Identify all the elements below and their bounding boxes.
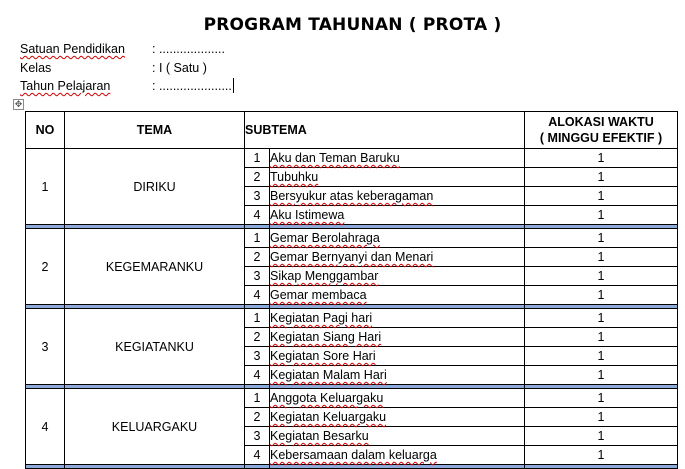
cell-subtema-text[interactable] (270, 427, 525, 446)
cell-alokasi[interactable]: 1 (525, 168, 678, 187)
cell-alokasi[interactable]: 1 (525, 149, 678, 168)
subtema-text: Kegiatan Siang Hari (270, 330, 382, 344)
cell-subtema-text[interactable] (270, 389, 525, 408)
cell-no[interactable]: 1 (26, 149, 65, 225)
meta-value-text[interactable]: : ..................... (152, 79, 232, 93)
cell-alokasi[interactable]: 1 (525, 347, 678, 366)
meta-value[interactable] (152, 78, 234, 94)
cell-subtema-number[interactable]: 4 (245, 446, 270, 465)
header-alokasi (525, 112, 678, 149)
table-header-row (26, 112, 678, 149)
subtema-text: Kegiatan Keluargaku (270, 410, 387, 424)
subtema-text: Gemar Berolahraga (270, 231, 380, 245)
cell-subtema-text[interactable] (270, 229, 525, 248)
cell-subtema-number[interactable]: 3 (245, 187, 270, 206)
meta-label-text: Tahun Pelajaran (20, 79, 111, 93)
prota-table (25, 111, 678, 469)
separator-cell (65, 465, 245, 469)
cell-subtema-number[interactable]: 1 (245, 229, 270, 248)
text-cursor (233, 78, 234, 93)
cell-alokasi[interactable]: 1 (525, 206, 678, 225)
subtema-text: Bersyukur atas keberagaman (270, 189, 434, 203)
cell-subtema-number[interactable]: 3 (245, 267, 270, 286)
meta-value[interactable]: : ................... (152, 42, 225, 56)
cell-alokasi[interactable]: 1 (525, 366, 678, 385)
cell-subtema-text[interactable] (270, 309, 525, 328)
cell-no[interactable]: 3 (26, 309, 65, 385)
subtema-text: Aku dan Teman Baruku (270, 151, 400, 165)
header-alokasi-line1: ALOKASI WAKTU (548, 115, 654, 129)
cell-alokasi[interactable]: 1 (525, 446, 678, 465)
table-row (26, 309, 678, 328)
cell-tema[interactable]: KEGEMARANKU (65, 229, 245, 305)
subtema-text: Tubuhku (270, 170, 319, 184)
cell-tema[interactable]: DIRIKU (65, 149, 245, 225)
cell-subtema-number[interactable]: 1 (245, 149, 270, 168)
cell-subtema-text[interactable] (270, 168, 525, 187)
cell-subtema-number[interactable]: 4 (245, 286, 270, 305)
cell-subtema-number[interactable]: 3 (245, 427, 270, 446)
cell-no[interactable]: 4 (26, 389, 65, 465)
separator-cell (525, 465, 678, 469)
group-separator (26, 465, 678, 469)
cell-alokasi[interactable]: 1 (525, 229, 678, 248)
header-alokasi-line2: ( MINGGU EFEKTIF ) (539, 131, 663, 145)
cell-subtema-number[interactable]: 2 (245, 248, 270, 267)
cell-alokasi[interactable]: 1 (525, 427, 678, 446)
table-move-handle-icon[interactable]: ✥ (14, 99, 23, 109)
cell-alokasi[interactable]: 1 (525, 267, 678, 286)
cell-subtema-text[interactable] (270, 446, 525, 465)
meta-label (20, 78, 110, 94)
cell-alokasi[interactable]: 1 (525, 187, 678, 206)
cell-tema[interactable]: KELUARGAKU (65, 389, 245, 465)
cell-alokasi[interactable]: 1 (525, 286, 678, 305)
meta-value[interactable]: : I ( Satu ) (152, 61, 207, 75)
cell-subtema-number[interactable]: 1 (245, 309, 270, 328)
cell-subtema-text[interactable] (270, 149, 525, 168)
cell-subtema-number[interactable]: 4 (245, 366, 270, 385)
subtema-text: Kebersamaan dalam keluarga (270, 448, 437, 462)
cell-subtema-text[interactable] (270, 408, 525, 427)
cell-subtema-number[interactable]: 2 (245, 168, 270, 187)
cell-subtema-number[interactable]: 3 (245, 347, 270, 366)
cell-subtema-text[interactable] (270, 347, 525, 366)
cell-subtema-text[interactable] (270, 206, 525, 225)
cell-subtema-number[interactable]: 1 (245, 389, 270, 408)
separator-cell (26, 465, 65, 469)
cell-subtema-number[interactable]: 2 (245, 328, 270, 347)
subtema-text: Gemar Bernyanyi dan Menari (270, 250, 434, 264)
cell-subtema-text[interactable] (270, 267, 525, 286)
separator-cell (270, 465, 525, 469)
subtema-text: Kegiatan Pagi hari (270, 311, 373, 325)
cell-alokasi[interactable]: 1 (525, 408, 678, 427)
cell-subtema-text[interactable] (270, 328, 525, 347)
cell-alokasi[interactable]: 1 (525, 248, 678, 267)
table-row (26, 389, 678, 408)
subtema-text: Sikap Menggambar (270, 269, 379, 283)
subtema-text: Kegiatan Besarku (270, 429, 369, 443)
separator-cell (245, 465, 270, 469)
subtema-text: Kegiatan Sore Hari (270, 349, 376, 363)
cell-alokasi[interactable]: 1 (525, 328, 678, 347)
header-no: NO (26, 112, 65, 149)
subtema-text: Kegiatan Malam Hari (270, 368, 387, 382)
cell-subtema-text[interactable] (270, 187, 525, 206)
cell-tema[interactable]: KEGIATANKU (65, 309, 245, 385)
meta-label-text: Satuan Pendidikan (20, 42, 125, 56)
cell-alokasi[interactable]: 1 (525, 389, 678, 408)
cell-alokasi[interactable]: 1 (525, 309, 678, 328)
cell-no[interactable]: 2 (26, 229, 65, 305)
table-row (26, 229, 678, 248)
cell-subtema-number[interactable]: 4 (245, 206, 270, 225)
subtema-text: Anggota Keluargaku (270, 391, 384, 405)
header-subtema: SUBTEMA (245, 112, 525, 149)
table-row (26, 149, 678, 168)
meta-label (20, 41, 125, 57)
subtema-text: Gemar membaca (270, 288, 367, 302)
document-title: PROGRAM TAHUNAN ( PROTA ) (203, 15, 502, 35)
subtema-text: Aku Istimewa (270, 208, 345, 222)
header-tema: TEMA (65, 112, 245, 149)
meta-label: Kelas (20, 61, 52, 75)
cell-subtema-text[interactable] (270, 366, 525, 385)
cell-subtema-text[interactable] (270, 286, 525, 305)
cell-subtema-text[interactable] (270, 248, 525, 267)
cell-subtema-number[interactable]: 2 (245, 408, 270, 427)
